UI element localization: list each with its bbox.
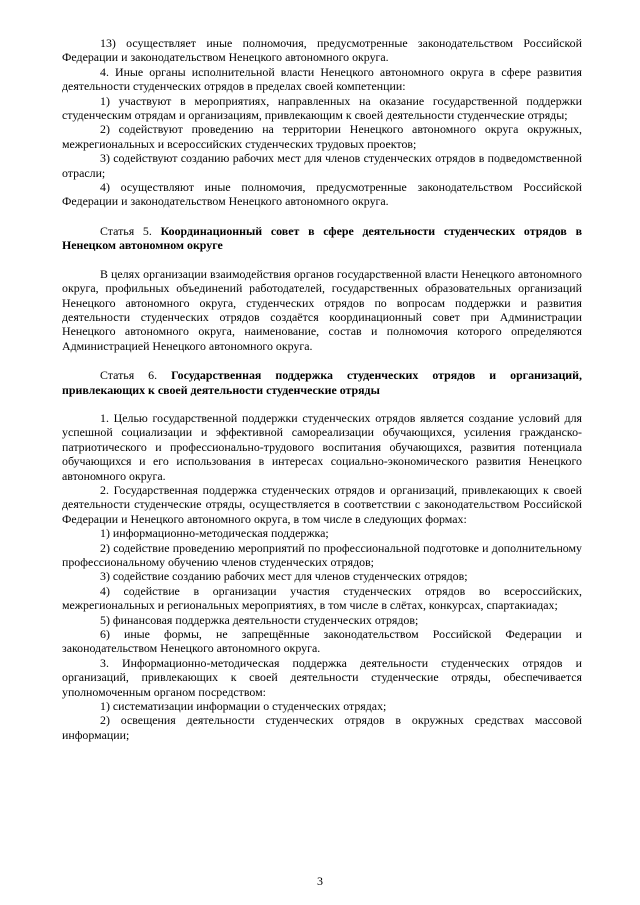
page-number: 3 [317, 874, 323, 888]
article-6-form-6: 6) иные формы, не запрещённые законодательством Российской Федерации и законодательством Ненецкого автономного округа. [62, 627, 582, 656]
list-item-4: 4) осуществляют иные полномочия, предусмотренные законодательством Российской Федерации и законодательством Ненецкого автономного округа. [62, 180, 582, 209]
article-5-prefix: Статья 5. [100, 223, 161, 238]
article-6-means-1: 1) систематизации информации о студенческих отрядах; [100, 699, 387, 714]
article-6-form-2: 2) содействие проведению мероприятий по профессиональной подготовке и дополнительному профессиональному обучению членов студенческих отрядов; [62, 540, 582, 569]
article-5-body: В целях организации взаимодействия органов государственной власти Ненецкого автономного округа, профильных объединений работодателей, государственных образовательных организаций Ненецкого автономного округа, студенческих отрядов по вопросам поддержки и развития деятельности студенческих отрядов создаётся координационный совет при Администрации Ненецкого автономного округа, наименование, состав и полномочия которого определяются Администрацией Ненецкого автономного округа. [62, 266, 582, 353]
article-6-form-3: 3) содействие созданию рабочих мест для членов студенческих отрядов; [100, 569, 468, 584]
article-6-prefix: Статья 6. [100, 368, 172, 383]
article-6-form-5: 5) финансовая поддержка деятельности студенческих отрядов; [100, 612, 419, 627]
list-item-3: 3) содействуют созданию рабочих мест для членов студенческих отрядов в подведомственной отрасли; [62, 151, 582, 180]
article-6-title: Государственная поддержка студенческих отрядов и организаций, привлекающих к своей деятельности студенческие отряды [62, 368, 582, 397]
article-6-item-1: 1. Целью государственной поддержки студенческих отрядов является создание условий для успешной социализации и эффективной самореализации обучающихся, усиления гражданско-патриотического и профессионально-трудового воспитания обучающихся, развития потенциала обучающихся и его использования в интересах социально-экономического развития Ненецкого автономного округа. [62, 410, 582, 483]
paragraph-13: 13) осуществляет иные полномочия, предусмотренные законодательством Российской Федерации и законодательством Ненецкого автономного округа. [62, 36, 582, 65]
article-5-heading [62, 224, 582, 253]
article-5-title: Координационный совет в сфере деятельности студенческих отрядов в Ненецком автономном округе [62, 223, 582, 253]
article-6-form-4: 4) содействие в организации участия студенческих отрядов во всероссийских, межрегиональных и региональных мероприятиях, в том числе в слётах, конкурсах, спартакиадах; [62, 583, 582, 613]
document-page [62, 36, 582, 742]
article-6-item-3: 3. Информационно-методическая поддержка деятельности студенческих отрядов и организаций, привлекающих к своей деятельности студенческие отряды, обеспечивается уполномоченным органом посредством: [62, 655, 582, 699]
paragraph-4: 4. Иные органы исполнительной власти Ненецкого автономного округа в сфере развития деятельности студенческих отрядов в пределах своей компетенции: [62, 64, 582, 94]
article-6-heading [62, 368, 582, 397]
list-item-2: 2) содействуют проведению на территории Ненецкого автономного округа окружных, межрегиональных и всероссийских студенческих трудовых проектов; [62, 122, 582, 151]
article-6-means-2: 2) освещения деятельности студенческих отрядов в окружных средствах массовой информации; [62, 713, 582, 742]
article-6-item-2: 2. Государственная поддержка студенческих отрядов и организаций, привлекающих к своей деятельности студенческие отряды, осуществляется в соответствии с законодательством Российской Федерации и Ненецкого автономного округа, в том числе в следующих формах: [62, 482, 582, 526]
list-item-1: 1) участвуют в мероприятиях, направленных на оказание государственной поддержки студенческим отрядам и организациям, привлекающим к своей деятельности студенческие отряды; [62, 93, 582, 123]
article-6-form-1: 1) информационно-методическая поддержка; [100, 526, 329, 541]
